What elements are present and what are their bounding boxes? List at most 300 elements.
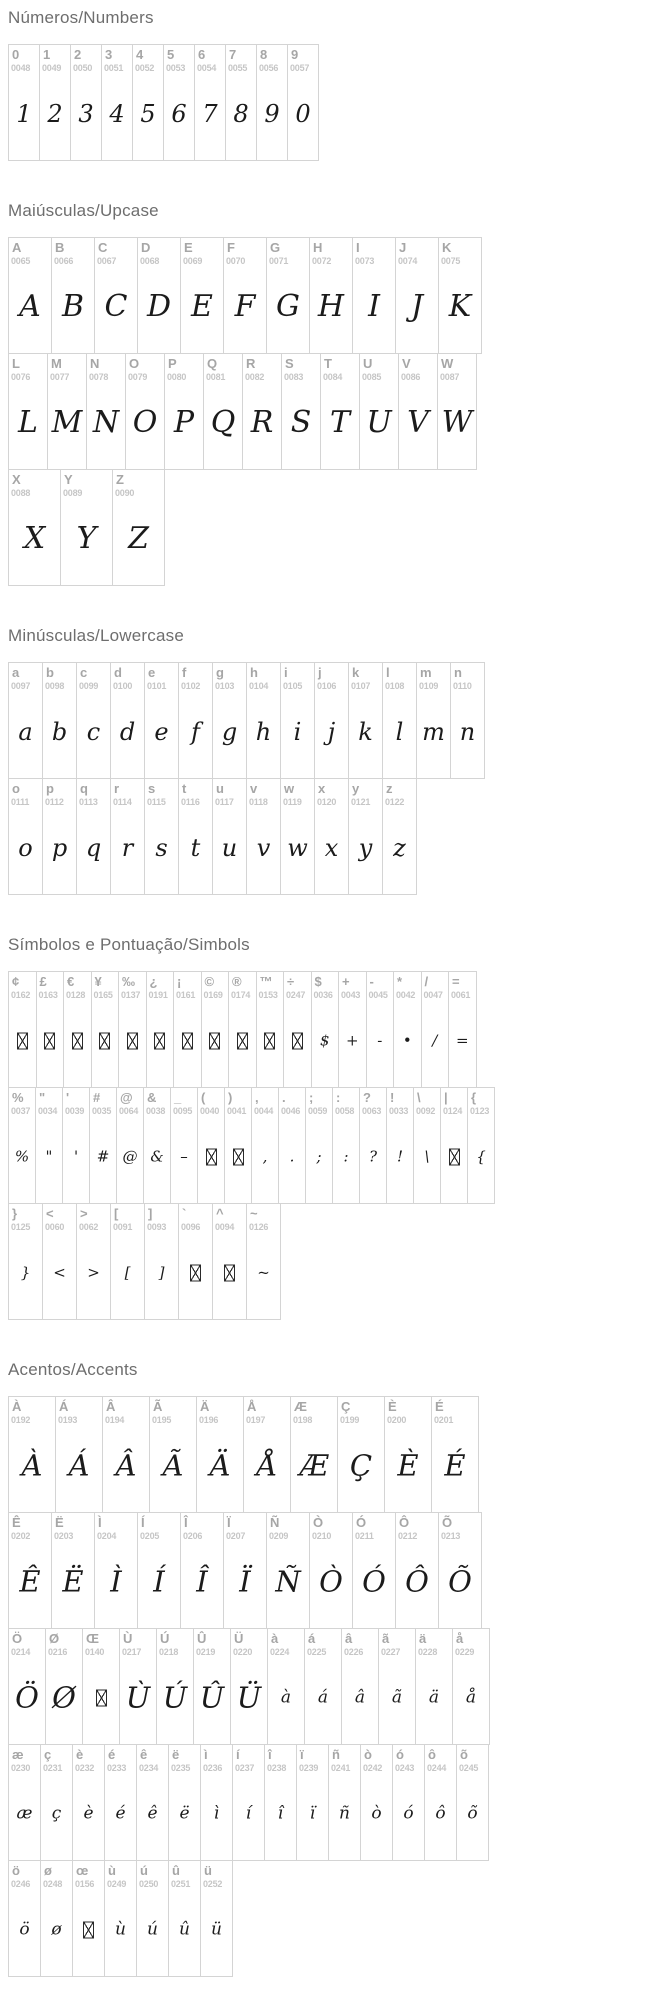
char-glyph: à xyxy=(280,1687,292,1708)
char-glyph: q xyxy=(85,834,102,862)
char-label: ù xyxy=(108,1863,116,1878)
char-cell xyxy=(116,1087,144,1204)
char-glyph: ï xyxy=(309,1803,316,1824)
char-code: 0055 xyxy=(228,63,248,73)
char-cell xyxy=(378,1628,416,1745)
char-label: ò xyxy=(364,1747,372,1762)
char-glyph: Q xyxy=(210,405,236,440)
char-glyph: " xyxy=(45,1147,53,1166)
char-label: b xyxy=(46,665,54,680)
char-code: 0088 xyxy=(11,488,31,498)
char-label: y xyxy=(352,781,360,796)
char-glyph: - xyxy=(377,1031,383,1050)
char-label: Ú xyxy=(160,1631,170,1646)
char-cell xyxy=(232,1744,265,1861)
missing-glyph-box xyxy=(237,1033,248,1050)
char-glyph: J xyxy=(410,289,424,324)
char-glyph: [ xyxy=(124,1263,131,1282)
char-cell xyxy=(212,1203,247,1320)
char-cell xyxy=(467,1087,495,1204)
char-code: 0212 xyxy=(398,1531,418,1541)
char-glyph: h xyxy=(255,718,272,746)
char-code: 0227 xyxy=(381,1647,401,1657)
char-glyph: V xyxy=(407,405,429,440)
char-label: 1 xyxy=(43,47,51,62)
char-row xyxy=(9,1745,661,1861)
char-cell xyxy=(8,1396,56,1513)
char-label: H xyxy=(313,240,323,255)
char-cell xyxy=(437,353,477,470)
char-label: ( xyxy=(201,1090,206,1105)
char-cell xyxy=(296,1744,329,1861)
char-label: , xyxy=(255,1090,259,1105)
char-label: I xyxy=(356,240,360,255)
char-glyph: ' xyxy=(73,1147,79,1166)
char-glyph: ã xyxy=(391,1687,403,1708)
char-glyph xyxy=(257,1033,284,1050)
char-code: 0122 xyxy=(385,797,405,807)
char-glyph: E xyxy=(191,289,213,324)
char-code: 0194 xyxy=(105,1415,125,1425)
char-code: 0193 xyxy=(58,1415,78,1425)
char-cell xyxy=(8,662,43,779)
char-cell xyxy=(366,971,395,1088)
char-label: 9 xyxy=(291,47,299,62)
char-glyph: Ú xyxy=(162,1680,188,1715)
char-cell xyxy=(193,1628,231,1745)
missing-glyph-box xyxy=(292,1033,303,1050)
char-code: 0231 xyxy=(43,1763,63,1773)
char-label: ¥ xyxy=(94,974,102,989)
char-code: 0073 xyxy=(355,256,375,266)
char-cell xyxy=(200,1860,233,1977)
char-label: 5 xyxy=(167,47,175,62)
char-cell xyxy=(144,1203,179,1320)
char-code: 0038 xyxy=(146,1106,166,1116)
char-label: õ xyxy=(460,1747,468,1762)
char-cell xyxy=(118,971,147,1088)
char-cell xyxy=(47,353,87,470)
char-label: G xyxy=(270,240,281,255)
char-glyph xyxy=(119,1033,146,1050)
char-glyph: G xyxy=(276,289,300,324)
char-cell xyxy=(144,662,179,779)
char-label: < xyxy=(46,1206,54,1221)
char-cell xyxy=(392,1744,425,1861)
char-code: 0074 xyxy=(398,256,418,266)
char-code: 0054 xyxy=(197,63,217,73)
char-code: 0230 xyxy=(11,1763,31,1773)
char-glyph: O xyxy=(132,405,158,440)
char-code: 0048 xyxy=(11,63,31,73)
char-code: 0250 xyxy=(139,1879,159,1889)
char-glyph: æ xyxy=(16,1803,33,1824)
char-row xyxy=(9,1861,661,1977)
char-cell xyxy=(60,469,113,586)
char-cell xyxy=(223,237,267,354)
char-code: 0085 xyxy=(362,372,382,382)
char-glyph: p xyxy=(51,834,68,862)
char-code: 0153 xyxy=(258,990,278,1000)
char-label: ü xyxy=(204,1863,212,1878)
char-label: = xyxy=(452,974,460,989)
char-label: U xyxy=(363,356,373,371)
char-code: 0047 xyxy=(423,990,443,1000)
char-label: Ó xyxy=(356,1515,367,1530)
char-glyph: ö xyxy=(19,1919,30,1940)
char-glyph: 3 xyxy=(78,100,94,128)
char-code: 0120 xyxy=(317,797,337,807)
char-row xyxy=(9,779,661,895)
char-cell xyxy=(197,1087,225,1204)
char-cell xyxy=(39,44,71,161)
char-glyph: ò xyxy=(371,1803,382,1824)
char-code: 0041 xyxy=(227,1106,247,1116)
char-code: 0243 xyxy=(395,1763,415,1773)
char-cell xyxy=(320,353,360,470)
char-code: 0034 xyxy=(38,1106,58,1116)
char-code: 0239 xyxy=(299,1763,319,1773)
char-code: 0091 xyxy=(113,1222,133,1232)
char-glyph: P xyxy=(173,405,195,440)
char-glyph: Ô xyxy=(405,1564,429,1599)
char-glyph: î xyxy=(277,1803,284,1824)
char-cell xyxy=(438,1512,482,1629)
missing-glyph-box xyxy=(154,1033,165,1050)
char-code: 0043 xyxy=(341,990,361,1000)
missing-glyph-box xyxy=(99,1033,110,1050)
char-code: 0209 xyxy=(269,1531,289,1541)
char-label: s xyxy=(148,781,156,796)
char-glyph: ú xyxy=(147,1919,158,1940)
char-glyph: 8 xyxy=(233,100,249,128)
char-label: £ xyxy=(39,974,47,989)
char-glyph: { xyxy=(476,1147,486,1166)
char-cell xyxy=(178,778,213,895)
char-label: B xyxy=(55,240,65,255)
char-code: 0071 xyxy=(269,256,289,266)
char-glyph: y xyxy=(358,834,373,862)
missing-glyph-box xyxy=(182,1033,193,1050)
char-glyph: Í xyxy=(153,1564,165,1599)
char-cell xyxy=(156,1628,194,1745)
char-code: 0058 xyxy=(335,1106,355,1116)
char-label: Ü xyxy=(234,1631,244,1646)
char-code: 0115 xyxy=(147,797,166,807)
char-label: Ã xyxy=(153,1399,163,1414)
char-code: 0123 xyxy=(470,1106,490,1116)
char-glyph: S xyxy=(290,405,312,440)
char-glyph xyxy=(83,1690,119,1707)
char-cell xyxy=(256,971,285,1088)
char-label: À xyxy=(12,1399,22,1414)
char-label: X xyxy=(12,472,21,487)
char-cell xyxy=(110,662,145,779)
char-glyph: 9 xyxy=(264,100,280,128)
char-label: Ë xyxy=(55,1515,64,1530)
char-cell xyxy=(8,469,61,586)
char-glyph: : xyxy=(343,1147,349,1166)
char-glyph: Ä xyxy=(209,1448,231,1483)
section-lowercase xyxy=(8,626,661,895)
char-code: 0096 xyxy=(181,1222,201,1232)
char-glyph: U xyxy=(366,405,392,440)
char-code: 0057 xyxy=(290,63,310,73)
char-glyph xyxy=(202,1033,229,1050)
char-cell xyxy=(62,1087,90,1204)
char-glyph: Ï xyxy=(239,1564,251,1599)
char-code: 0199 xyxy=(340,1415,360,1425)
char-cell xyxy=(223,1512,267,1629)
char-code: 0118 xyxy=(249,797,268,807)
char-cell xyxy=(89,1087,117,1204)
char-cell xyxy=(8,353,48,470)
char-glyph: N xyxy=(92,405,120,440)
char-code: 0033 xyxy=(389,1106,409,1116)
char-cell xyxy=(398,353,438,470)
char-label: h xyxy=(250,665,258,680)
char-code: 0196 xyxy=(199,1415,219,1425)
char-label: : xyxy=(336,1090,341,1105)
char-cell xyxy=(136,1744,169,1861)
char-cell xyxy=(8,1860,41,1977)
char-glyph: @ xyxy=(122,1147,138,1166)
char-glyph: \ xyxy=(424,1147,430,1166)
char-code: 0037 xyxy=(11,1106,31,1116)
char-cell xyxy=(76,1203,111,1320)
char-glyph: ø xyxy=(51,1919,62,1940)
char-label: ö xyxy=(12,1863,20,1878)
char-glyph: l xyxy=(395,718,404,746)
char-glyph: Û xyxy=(199,1680,225,1715)
char-label: \ xyxy=(417,1090,421,1105)
char-label: + xyxy=(342,974,350,989)
char-code: 0229 xyxy=(455,1647,475,1657)
char-cell xyxy=(55,1396,103,1513)
char-code: 0214 xyxy=(11,1647,31,1657)
char-cell xyxy=(352,237,396,354)
char-code: 0121 xyxy=(351,797,371,807)
char-label: p xyxy=(46,781,54,796)
char-label: K xyxy=(442,240,452,255)
char-glyph: ! xyxy=(396,1147,404,1166)
char-glyph: o xyxy=(18,834,33,862)
char-code: 0207 xyxy=(226,1531,246,1541)
char-glyph: Á xyxy=(68,1448,90,1483)
char-code: 0235 xyxy=(171,1763,191,1773)
section-symbols xyxy=(8,935,661,1320)
char-code: 0198 xyxy=(293,1415,313,1425)
char-label: É xyxy=(435,1399,444,1414)
char-label: w xyxy=(284,781,295,796)
char-label: v xyxy=(250,781,258,796)
char-cell xyxy=(281,353,321,470)
char-cell xyxy=(72,1860,105,1977)
char-cell xyxy=(125,353,165,470)
char-cell xyxy=(395,1512,439,1629)
char-code: 0201 xyxy=(434,1415,454,1425)
char-glyph: . xyxy=(289,1147,295,1166)
char-label: 3 xyxy=(105,47,113,62)
char-label: } xyxy=(12,1206,18,1221)
char-code: 0128 xyxy=(66,990,86,1000)
char-cell xyxy=(119,1628,157,1745)
char-cell xyxy=(246,1203,281,1320)
char-cell xyxy=(8,1628,46,1745)
char-code: 0247 xyxy=(286,990,306,1000)
char-glyph: Ñ xyxy=(275,1564,301,1599)
char-code: 0217 xyxy=(122,1647,142,1657)
char-glyph xyxy=(9,1033,36,1050)
char-code: 0216 xyxy=(48,1647,68,1657)
char-code: 0066 xyxy=(54,256,74,266)
char-glyph: X xyxy=(23,521,46,556)
char-label: N xyxy=(90,356,100,371)
char-code: 0078 xyxy=(89,372,109,382)
char-glyph: ì xyxy=(213,1803,220,1824)
char-code: 0040 xyxy=(200,1106,220,1116)
char-glyph: r xyxy=(121,834,134,862)
section-title-lowercase: Minúsculas/Lowercase xyxy=(8,626,184,645)
char-label: û xyxy=(172,1863,180,1878)
char-glyph: Å xyxy=(256,1448,278,1483)
char-cell xyxy=(242,353,282,470)
char-glyph: 2 xyxy=(47,100,63,128)
char-label: ¿ xyxy=(149,974,158,989)
char-label: Ì xyxy=(98,1515,102,1530)
char-glyph: g xyxy=(221,718,238,746)
char-code: 0049 xyxy=(42,63,62,73)
char-code: 0125 xyxy=(11,1222,31,1232)
char-glyph: c xyxy=(86,718,101,746)
char-row xyxy=(9,1204,661,1320)
char-code: 0068 xyxy=(140,256,160,266)
char-label: Ä xyxy=(200,1399,210,1414)
char-glyph: B xyxy=(61,289,85,324)
char-cell xyxy=(76,778,111,895)
section-numbers xyxy=(8,8,661,161)
char-glyph: í xyxy=(245,1803,252,1824)
char-glyph: á xyxy=(317,1687,329,1708)
char-label: ^ xyxy=(216,1206,224,1221)
char-label: o xyxy=(12,781,20,796)
char-glyph: 7 xyxy=(202,100,218,128)
char-glyph: É xyxy=(444,1448,466,1483)
missing-glyph-box xyxy=(449,1149,460,1166)
char-code: 0224 xyxy=(270,1647,290,1657)
char-label: E xyxy=(184,240,193,255)
char-glyph: ç xyxy=(51,1803,62,1824)
char-label: ) xyxy=(228,1090,233,1105)
char-label: © xyxy=(204,974,215,989)
char-label: Ò xyxy=(313,1515,324,1530)
char-label: C xyxy=(98,240,108,255)
char-glyph xyxy=(225,1149,251,1166)
char-code: 0200 xyxy=(387,1415,407,1425)
char-cell xyxy=(94,237,138,354)
char-grid-accents xyxy=(8,1396,661,1977)
char-grid-upcase xyxy=(8,237,661,586)
char-glyph: ó xyxy=(403,1803,414,1824)
char-code: 0156 xyxy=(75,1879,95,1889)
char-label: ! xyxy=(390,1090,395,1105)
missing-glyph-box xyxy=(72,1033,83,1050)
char-cell xyxy=(305,1087,333,1204)
char-cell xyxy=(178,662,213,779)
char-label: n xyxy=(454,665,462,680)
char-glyph: Ê xyxy=(19,1564,41,1599)
char-code: 0100 xyxy=(113,681,133,691)
char-glyph: z xyxy=(393,834,406,862)
char-cell xyxy=(137,237,181,354)
char-label: ¢ xyxy=(12,974,20,989)
char-label: ô xyxy=(428,1747,436,1762)
char-label: V xyxy=(402,356,411,371)
char-code: 0108 xyxy=(385,681,405,691)
char-code: 0112 xyxy=(45,797,64,807)
char-cell xyxy=(283,971,312,1088)
char-code: 0099 xyxy=(79,681,99,691)
char-code: 0237 xyxy=(235,1763,255,1773)
char-cell xyxy=(42,778,77,895)
char-glyph: Ë xyxy=(62,1564,84,1599)
char-glyph: ] xyxy=(158,1263,165,1282)
char-label: x xyxy=(318,781,326,796)
char-code: 0052 xyxy=(135,63,155,73)
char-glyph: s xyxy=(155,834,168,862)
char-cell xyxy=(146,971,175,1088)
char-glyph: Ã xyxy=(162,1448,184,1483)
char-code: 0059 xyxy=(308,1106,328,1116)
char-cell xyxy=(393,971,422,1088)
char-cell xyxy=(51,237,95,354)
char-glyph: + xyxy=(345,1031,359,1050)
char-cell xyxy=(256,44,288,161)
char-glyph xyxy=(147,1033,174,1050)
missing-glyph-box xyxy=(264,1033,275,1050)
char-code: 0202 xyxy=(11,1531,31,1541)
char-glyph: K xyxy=(448,289,472,324)
char-cell xyxy=(104,1744,137,1861)
char-code: 0191 xyxy=(148,990,168,1000)
char-label: ä xyxy=(419,1631,427,1646)
char-cell xyxy=(309,1512,353,1629)
char-code: 0246 xyxy=(11,1879,31,1889)
char-code: 0036 xyxy=(313,990,333,1000)
char-label: { xyxy=(471,1090,477,1105)
char-label: d xyxy=(114,665,122,680)
char-code: 0101 xyxy=(147,681,167,691)
char-cell xyxy=(304,1628,342,1745)
char-cell xyxy=(40,1860,73,1977)
section-title-numbers: Números/Numbers xyxy=(8,8,154,27)
char-cell xyxy=(382,662,417,779)
char-label: ] xyxy=(148,1206,153,1221)
char-code: 0124 xyxy=(443,1106,463,1116)
char-code: 0228 xyxy=(418,1647,438,1657)
char-code: 0061 xyxy=(451,990,471,1000)
char-code: 0053 xyxy=(166,63,186,73)
char-glyph: Â xyxy=(115,1448,137,1483)
char-code: 0109 xyxy=(419,681,439,691)
char-code: 0093 xyxy=(147,1222,167,1232)
char-label: ‰ xyxy=(122,974,135,989)
char-code: 0090 xyxy=(115,488,135,498)
char-label: ê xyxy=(140,1747,148,1762)
char-code: 0225 xyxy=(307,1647,327,1657)
char-cell xyxy=(230,1628,268,1745)
char-label: Å xyxy=(247,1399,257,1414)
